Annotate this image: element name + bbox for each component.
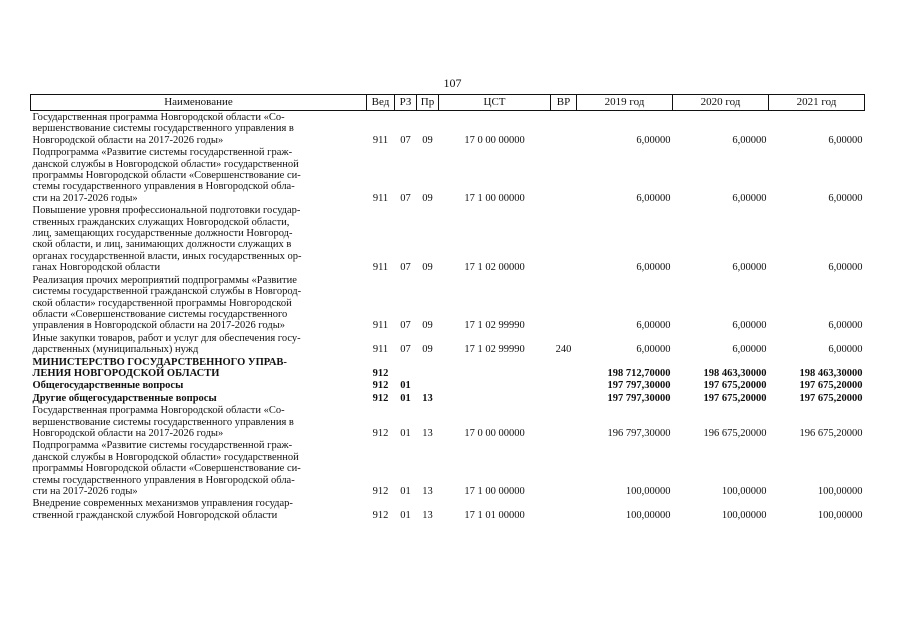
row-rz [395,356,417,380]
row-cst: 17 1 00 00000 [464,486,525,497]
row-ved: 912 [372,509,389,521]
row-2020: 197 675,20000 [703,392,767,404]
row-2021: 197 675,20000 [799,380,863,392]
table-row [31,439,865,497]
row-2021: 198 463,30000 [799,367,863,379]
row-2021: 196 675,20000 [799,427,863,439]
row-2020: 6,00000 [732,320,767,332]
header-name: Наименование [31,95,367,111]
row-2021: 100,00000 [817,509,863,521]
row-cst [439,356,551,380]
table-row [31,356,865,380]
row-vr [551,146,577,204]
row-rz: 07 [400,344,411,356]
row-2019: 6,00000 [636,134,671,146]
row-name: Подпрограмма «Развитие системы государственной граж- данской службы в Новгородской области» государственной программы Новгородской области «Совершенствование си- стемы государственного управления в Новгородской обла- сти на 2017-2026 годы» [32,440,301,497]
row-pr: 13 [422,427,433,439]
budget-table [30,94,865,521]
header-2020: 2020 год [673,95,769,111]
row-cst: 17 1 00 00000 [464,192,525,204]
row-pr: 13 [422,392,433,404]
row-2020: 6,00000 [732,344,767,356]
row-name: Повышение уровня профессиональной подготовки государ- ственных гражданских служащих Новгородской области, лиц, замещающих государственные должности Новгород- ской области, и лиц, занимающих должности служащих в органах государственной власти, иных государственных ор- ганах Новгородской области [32,205,302,274]
row-cst: 17 1 02 99990 [464,320,525,332]
table-row [31,379,865,391]
row-pr: 09 [422,320,433,332]
row-ved: 911 [372,192,389,204]
row-pr: 09 [422,192,433,204]
row-2021: 6,00000 [828,192,863,204]
row-2020: 6,00000 [732,262,767,274]
header-2021: 2021 год [769,95,865,111]
row-cst: 17 1 02 00000 [464,262,525,274]
row-2019: 6,00000 [636,320,671,332]
row-rz: 01 [400,380,411,392]
table-row [31,146,865,204]
row-2019: 197 797,30000 [607,380,671,392]
row-rz: 07 [400,262,411,274]
row-name: Реализация прочих мероприятий подпрограммы «Развитие системы государственной гражданской службы в Новгород- ской области» государственной программы Новгородской области «Совершенствование системы государственного управления в Новгородской области на 2017-2026 годы» [32,274,302,332]
row-rz: 07 [400,320,411,332]
row-2019: 196 797,30000 [607,427,671,439]
row-cst: 17 1 01 00000 [464,509,525,521]
row-pr: 09 [422,134,433,146]
table-row [31,497,865,521]
row-cst: 17 1 02 99990 [464,344,525,356]
row-pr: 13 [422,486,433,497]
row-vr [551,111,577,147]
row-vr [551,379,577,391]
row-name: Подпрограмма «Развитие системы государственной граж- данской службы в Новгородской области» государственной программы Новгородской области «Совершенствование си- стемы государственного управления в Новгородской обла- сти на 2017-2026 годы» [32,147,301,204]
row-2021: 100,00000 [817,486,863,497]
row-vr [551,392,577,404]
row-cst [439,379,551,391]
row-rz: 07 [400,134,411,146]
row-2021: 197 675,20000 [799,392,863,404]
table-row [31,332,865,356]
row-name: Общегосударственные вопросы [32,380,184,392]
table-body [31,111,865,522]
table-header-row [31,95,865,111]
table-row [31,111,865,147]
row-rz: 01 [400,509,411,521]
row-2020: 198 463,30000 [703,367,767,379]
row-2019: 6,00000 [636,262,671,274]
row-ved: 912 [372,392,389,404]
row-ved: 911 [372,320,389,332]
row-name: МИНИСТЕРСТВО ГОСУДАРСТВЕННОГО УПРАВ- ЛЕНИЯ НОВГОРОДСКОЙ ОБЛАСТИ [32,356,287,379]
row-cst [439,392,551,404]
row-2020: 100,00000 [721,509,767,521]
row-2020: 6,00000 [732,192,767,204]
row-name: Иные закупки товаров, работ и услуг для обеспечения госу- дарственных (муниципальных) нужд [32,332,301,356]
header-vr: ВР [551,95,577,111]
row-ved: 912 [372,486,389,497]
row-ved: 912 [372,380,389,392]
row-2019: 100,00000 [625,486,671,497]
row-vr [551,204,577,273]
row-cst: 17 0 00 00000 [464,134,525,146]
row-2019: 197 797,30000 [607,392,671,404]
row-2019: 6,00000 [636,344,671,356]
header-2019: 2019 год [577,95,673,111]
page-number: 107 [443,76,462,90]
header-cst: ЦСТ [439,95,551,111]
row-name: Другие общегосударственные вопросы [32,392,217,404]
row-2019: 6,00000 [636,192,671,204]
table-row [31,404,865,439]
row-pr [417,356,439,380]
row-vr [551,274,577,332]
row-ved: 912 [372,427,389,439]
row-vr [551,356,577,380]
row-2020: 6,00000 [732,134,767,146]
row-ved: 911 [372,134,389,146]
row-rz: 07 [400,192,411,204]
row-vr: 240 [555,344,572,356]
row-2021: 6,00000 [828,344,863,356]
row-name: Внедрение современных механизмов управления государ- ственной гражданской службой Новгородской области [32,498,293,521]
row-2021: 6,00000 [828,320,863,332]
header-rz: РЗ [395,95,417,111]
row-ved: 912 [372,367,389,379]
row-name: Государственная программа Новгородской области «Со- вершенствование системы государственного управления в Новгородской области на 2017-2026 годы» [32,112,294,146]
header-pr: Пр [417,95,439,111]
row-pr: 09 [422,344,433,356]
row-ved: 911 [372,344,389,356]
row-name: Государственная программа Новгородской области «Со- вершенствование системы государственного управления в Новгородской области на 2017-2026 годы» [32,405,294,439]
table-row [31,392,865,404]
row-pr [417,379,439,391]
row-rz: 01 [400,486,411,497]
row-2021: 6,00000 [828,262,863,274]
row-2020: 100,00000 [721,486,767,497]
row-ved: 911 [372,262,389,274]
row-rz: 01 [400,427,411,439]
row-pr: 13 [422,509,433,521]
table-row [31,204,865,273]
row-pr: 09 [422,262,433,274]
row-vr [551,497,577,521]
header-ved: Вед [367,95,395,111]
row-rz: 01 [400,392,411,404]
row-2020: 197 675,20000 [703,380,767,392]
row-cst: 17 0 00 00000 [464,427,525,439]
row-2020: 196 675,20000 [703,427,767,439]
row-vr [551,404,577,439]
row-2019: 100,00000 [625,509,671,521]
row-vr [551,439,577,497]
table-row [31,274,865,332]
row-2021: 6,00000 [828,134,863,146]
row-2019: 198 712,70000 [607,367,671,379]
